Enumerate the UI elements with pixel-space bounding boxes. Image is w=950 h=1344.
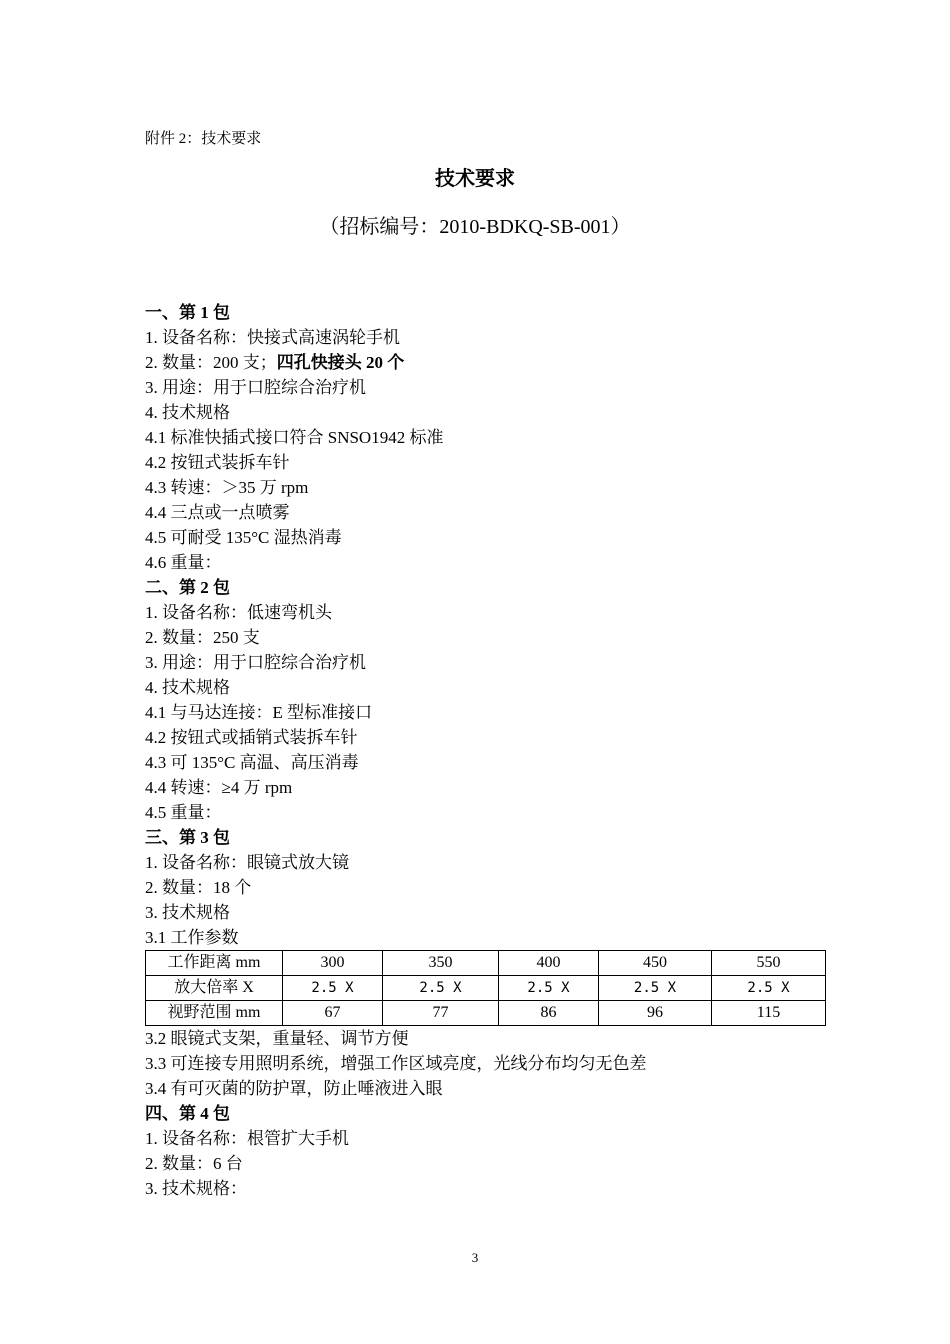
- spec-item: 4.3 可 135°C 高温、高压消毒: [145, 753, 359, 772]
- attachment-label: 附件 2：技术要求: [145, 131, 262, 147]
- table-cell: 67: [283, 1001, 383, 1026]
- list-item: 1. 设备名称：快接式高速涡轮手机: [145, 328, 400, 347]
- table-header-cell: 放大倍率 X: [146, 976, 283, 1001]
- spec-item: 4.5 可耐受 135°C 湿热消毒: [145, 528, 342, 547]
- spec-item: 4.5 重量：: [145, 803, 222, 822]
- list-item: 4. 技术规格: [145, 403, 230, 422]
- list-item: 3. 技术规格：: [145, 1179, 247, 1198]
- spec-item: 4.2 按钮式装拆车针: [145, 453, 290, 472]
- list-item: 1. 设备名称：眼镜式放大镜: [145, 853, 349, 872]
- tender-number: （招标编号：2010-BDKQ-SB-001）: [319, 216, 631, 238]
- list-item: 2. 数量：18 个: [145, 878, 252, 897]
- spec-item: 4.3 转速：＞35 万 rpm: [145, 478, 309, 497]
- package-1-heading: 一、第 1 包: [145, 303, 230, 322]
- spec-item: 3.2 眼镜式支架，重量轻、调节方便: [145, 1029, 409, 1048]
- quantity-text: 2. 数量：200 支；: [145, 353, 277, 372]
- work-parameters-table: [145, 950, 826, 1026]
- table-cell: 86: [499, 1001, 599, 1026]
- spec-item: 4.1 标准快插式接口符合 SNSO1942 标准: [145, 428, 444, 447]
- table-header-cell: 工作距离 mm: [146, 951, 283, 976]
- table-cell: 96: [599, 1001, 712, 1026]
- spec-item: 4.1 与马达连接：E 型标准接口: [145, 703, 373, 722]
- list-item: 1. 设备名称：根管扩大手机: [145, 1129, 349, 1148]
- list-item: 2. 数量：6 台: [145, 1154, 243, 1173]
- list-item: 4. 技术规格: [145, 678, 230, 697]
- table-cell: 450: [599, 951, 712, 976]
- package-4-heading: 四、第 4 包: [145, 1104, 230, 1123]
- table-cell: 350: [383, 951, 499, 976]
- page-number: 3: [471, 1250, 479, 1265]
- package-2-heading: 二、第 2 包: [145, 578, 230, 597]
- quantity-bold-text: 四孔快接头 20 个: [276, 353, 405, 372]
- spec-item: 4.2 按钮式或插销式装拆车针: [145, 728, 358, 747]
- spec-item: 3.1 工作参数: [145, 928, 239, 947]
- page-title: 技术要求: [435, 168, 515, 190]
- spec-item: 4.4 三点或一点喷雾: [145, 503, 290, 522]
- table-cell: 115: [712, 1001, 826, 1026]
- list-item: 3. 用途：用于口腔综合治疗机: [145, 378, 366, 397]
- table-row: [146, 1001, 826, 1026]
- table-header-cell: 视野范围 mm: [146, 1001, 283, 1026]
- spec-item: 4.4 转速：≥4 万 rpm: [145, 778, 293, 797]
- table-cell: 2.5 X: [599, 976, 712, 1001]
- list-item: 3. 技术规格: [145, 903, 230, 922]
- table-cell: 2.5 X: [712, 976, 826, 1001]
- document-body: [145, 300, 835, 1201]
- list-item: 1. 设备名称：低速弯机头: [145, 603, 332, 622]
- table-row: [146, 951, 826, 976]
- list-item: [145, 350, 835, 375]
- table-cell: 2.5 X: [283, 976, 383, 1001]
- table-cell: 2.5 X: [499, 976, 599, 1001]
- spec-item: 3.4 有可灭菌的防护罩，防止唾液进入眼: [145, 1079, 443, 1098]
- table-cell: 2.5 X: [383, 976, 499, 1001]
- table-cell: 300: [283, 951, 383, 976]
- table-cell: 400: [499, 951, 599, 976]
- spec-item: 4.6 重量：: [145, 553, 222, 572]
- table-cell: 77: [383, 1001, 499, 1026]
- table-cell: 550: [712, 951, 826, 976]
- package-3-heading: 三、第 3 包: [145, 828, 230, 847]
- table-row: [146, 976, 826, 1001]
- list-item: 3. 用途：用于口腔综合治疗机: [145, 653, 366, 672]
- list-item: 2. 数量：250 支: [145, 628, 260, 647]
- spec-item: 3.3 可连接专用照明系统，增强工作区域亮度，光线分布均匀无色差: [145, 1054, 647, 1073]
